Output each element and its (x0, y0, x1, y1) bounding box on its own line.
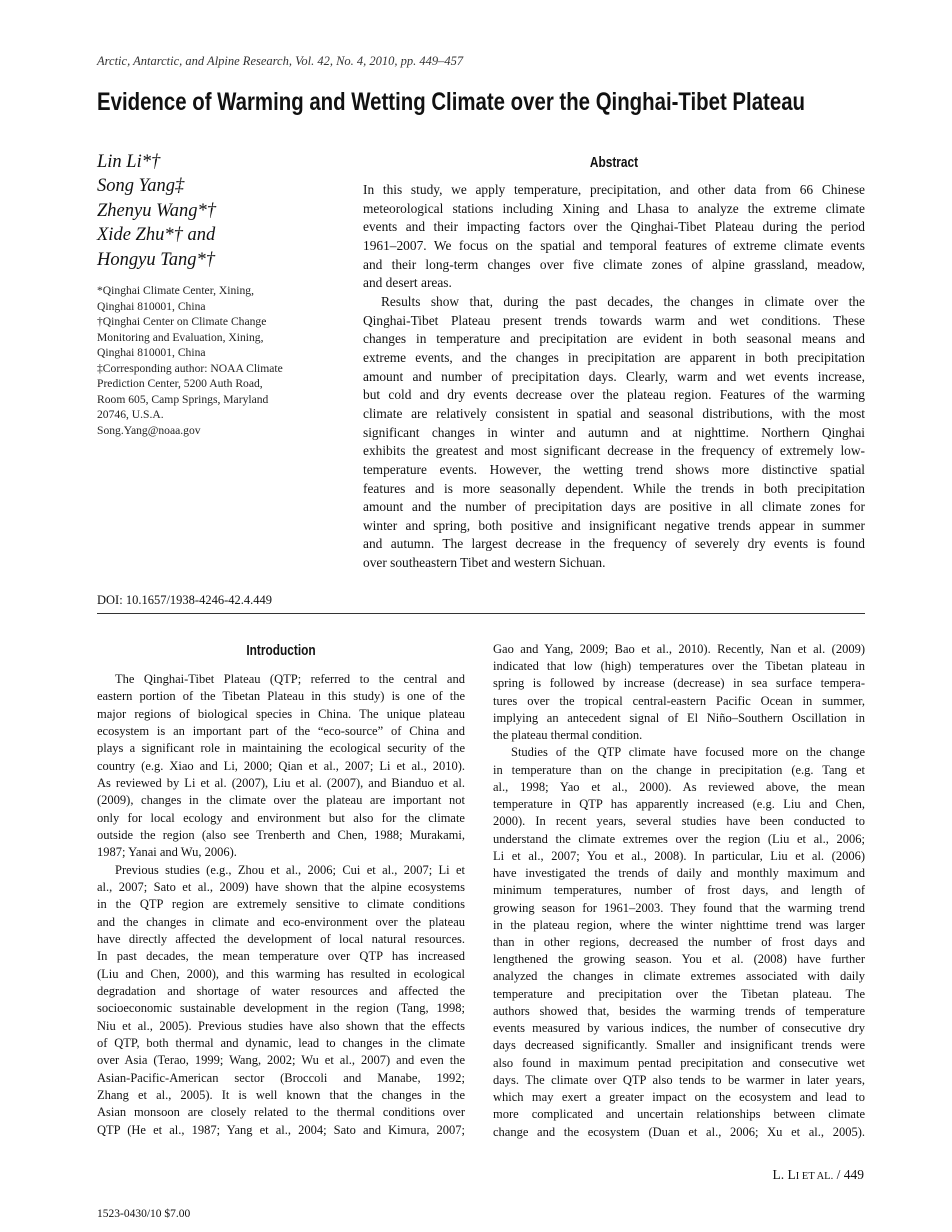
text-line: climate are relatively consistent in spatial and seasonal distributions, with the most (363, 405, 865, 421)
text-line: spring is followed by increase (decrease) in sea surface tempera- (493, 676, 865, 691)
text-line: have investigated the trends of daily and monthly maximum and (493, 866, 865, 881)
text-line: understand the climate extremes over the region (Liu et al., 2006; (493, 831, 865, 846)
text-line: Li et al., 2007; You et al., 2008). In particular, Liu et al. (2006) (493, 848, 865, 863)
right-column-text (493, 641, 865, 1141)
text-line: and the changes in climate and eco-environment over the plateau (97, 914, 465, 929)
text-line: temperature and precipitation over the Tibetan plateau. The (493, 986, 865, 1001)
text-line: features and is more seasonally dependent. While the trends in both precipitation (363, 480, 865, 496)
affiliations (97, 283, 283, 438)
text-line: eastern portion of the Tibetan Plateau in this study) is one of the (97, 689, 465, 704)
abstract-body (363, 181, 865, 573)
text-line: tures over the tropical central-eastern Pacific Ocean in summer, (493, 693, 865, 708)
text-line: implying an antecedent signal of El Niño–Southern Oscillation in (493, 710, 865, 725)
text-line: which may exert a greater impact on the ecosystem and lead to (493, 1090, 865, 1105)
text-line: The Qinghai-Tibet Plateau (QTP; referred to the central and (115, 672, 465, 686)
text-line: al., 2007; Sato et al., 2009) have shown that the alpine ecosystems (97, 879, 465, 894)
text-line: events and their impacting factors over the Qinghai-Tibet Plateau during the period (363, 219, 865, 235)
journal-citation: Arctic, Antarctic, and Alpine Research, Vol. 42, No. 4, 2010, pp. 449–457 (97, 54, 464, 68)
text-line: outside the region (also see Trenberth and Chen, 1988; Murakami, (97, 827, 465, 842)
text-line: Zhang et al., 2005). It is well known that the changes in the (97, 1087, 465, 1102)
text-line: Prediction Center, 5200 Auth Road, (97, 377, 263, 390)
text-line: amount and number of precipitation days. Clearly, warm and wet events increase, (363, 368, 865, 384)
text-line: Studies of the QTP climate have focused more on the change (511, 745, 865, 760)
text-line: QTP (He et al., 1987; Yang et al., 2004; Sato and Kimura, 2007; (97, 1122, 465, 1137)
text-line: Qinghai 810001, China (97, 346, 206, 359)
section-divider (97, 613, 865, 614)
text-line: al., 1998; Yao et al., 2000). As reviewed above, the mean (493, 779, 865, 794)
text-line: analyzed the changes in climate extremes associated with daily (493, 969, 865, 984)
text-line: growing season for 1961–2003. They found that the warming trend (493, 900, 865, 915)
text-line: Qinghai 810001, China (97, 299, 206, 313)
author-name: Zhenyu Wang*† (97, 200, 217, 221)
text-line: extreme events, and the changes in precipitation are apparent in both precipitation (363, 349, 865, 365)
text-line: (2009), changes in the climate over the plateau are important not (97, 793, 465, 808)
text-line: and autumn. The largest decrease in the frequency of severely dry events is found (363, 536, 865, 552)
text-line: Song.Yang@noaa.gov (97, 423, 201, 437)
author-name: Hongyu Tang*† (97, 249, 216, 270)
text-line: in the plateau region, where the winter nighttime trend was larger (493, 917, 865, 932)
text-line: have directly affected the development of local natural resources. (97, 931, 465, 946)
text-line: Qinghai-Tibet Plateau present trends towards warm and wet conditions. These (363, 312, 865, 328)
text-line: days decreased significantly. Smaller and insignificant trends were (493, 1038, 865, 1053)
text-line: *Qinghai Climate Center, Xining, (97, 284, 254, 297)
text-line: Asian monsoon are closely related to the thermal conditions over (97, 1105, 465, 1120)
text-line: Gao and Yang, 2009; Bao et al., 2010). Recently, Nan et al. (2009) (493, 642, 865, 656)
text-line: indicated that low (high) temperatures over the Tibetan plateau in (493, 659, 865, 674)
text-line: and their long-term changes over five climate zones of alpine grassland, meadow, (363, 256, 865, 272)
text-line: (Liu and Chen, 2000), and this warming has resulted in ecological (97, 966, 465, 981)
text-line: Room 605, Camp Springs, Maryland (97, 392, 269, 406)
text-line: of QTP, both thermal and dynamic, lead to changes in the climate (97, 1035, 465, 1050)
author-list (97, 150, 216, 272)
text-line: in temperature than on the change in precipitation (e.g. Tang et (493, 762, 865, 777)
text-line: but cold and dry events decrease over the plateau region. Features of the warming (363, 387, 865, 403)
issn-price: 1523-0430/10 $7.00 (97, 1208, 191, 1220)
text-line: In past decades, the mean temperature over QTP has increased (97, 949, 465, 964)
text-line: over Asia (Terao, 1999; Wang, 2002; Wu et al., 2007) and even the (97, 1053, 465, 1068)
text-line: major regions of biological species in China. The unique plateau (97, 706, 465, 721)
text-line: significant changes in winter and autumn and at nighttime. Northern Qinghai (363, 424, 865, 440)
text-line: country (e.g. Xiao and Li, 2000; Qian et al., 2007; Li et al., 2010). (97, 758, 465, 773)
abstract-heading: Abstract (589, 155, 639, 171)
text-line: winter and spring, both positive and insignificant negative trends appear in summer (363, 517, 865, 533)
text-line: authors showed that, besides the warming trends of temperature (493, 1003, 865, 1018)
text-line: over southeastern Tibet and western Sichuan. (363, 555, 606, 571)
text-line: Monitoring and Evaluation, Xining, (97, 330, 264, 344)
text-line: exhibits the greatest and most significant decrease in the frequency of extremely low- (363, 443, 865, 459)
left-column-text (97, 671, 465, 1139)
author-name: Xide Zhu*† and (97, 225, 216, 246)
text-line: ecosystem is an important part of the “eco-source” of China and (97, 723, 465, 738)
text-line: Results show that, during the past decades, the changes in climate over the (381, 293, 865, 309)
page-number: / 449 (833, 1167, 864, 1182)
text-line: 1987; Yanai and Wu, 2006). (97, 845, 237, 860)
text-line: temperature in QTP has apparently increased (e.g. Liu and Chen, (493, 797, 865, 812)
text-line: Niu et al., 2005). Previous studies have also shown that the effects (97, 1018, 465, 1033)
text-line: 1961–2007. We focus on the spatial and temporal features of extreme climate events (363, 237, 865, 253)
doi[interactable]: DOI: 10.1657/1938-4246-42.4.449 (97, 593, 272, 607)
text-line: minimum temperatures, number of frost days, and length of (493, 883, 865, 898)
running-author-smallcaps: I ET AL. (795, 1171, 834, 1182)
text-line: 20746, U.S.A. (97, 408, 164, 421)
text-line: and desert areas. (363, 275, 452, 291)
text-line: lengthened the growing season. You et al. (2008) have further (493, 952, 865, 967)
text-line: degradation and shortage of water resources and affected the (97, 983, 465, 998)
text-line: Previous studies (e.g., Zhou et al., 2006; Cui et al., 2007; Li et (115, 862, 465, 877)
text-line: more complicated and uncertain relationships between climate (493, 1107, 865, 1122)
text-line: days. The climate over QTP also tends to be warmer in later years, (493, 1072, 865, 1087)
text-line: 2000). In recent years, several studies have been conducted to (493, 814, 865, 829)
text-line: socioeconomic sustainable development in the region (Tang, 1998; (97, 1001, 465, 1016)
text-line: only for local ecology and environment but also for the climate (97, 810, 465, 825)
text-line: ‡Corresponding author: NOAA Climate (97, 361, 283, 375)
author-name: Lin Li*† (97, 152, 161, 172)
text-line: changes in temperature and precipitation are evident in both seasonal means and (363, 331, 865, 347)
text-line: In this study, we apply temperature, precipitation, and other data from 66 Chinese (363, 182, 865, 197)
text-line: events measured by various indices, the number of consecutive dry (493, 1021, 865, 1036)
text-line: †Qinghai Center on Climate Change (97, 315, 267, 328)
text-line: change and the ecosystem (Duan et al., 2006; Xu et al., 2005). (493, 1124, 865, 1139)
introduction-heading: Introduction (246, 643, 316, 659)
text-line: meteorological stations including Xining and Lhasa to analyze the extreme climate (363, 200, 865, 216)
author-name: Song Yang‡ (97, 176, 185, 197)
text-line: As reviewed by Li et al. (2007), Liu et al. (2007), and Bianduo et al. (97, 775, 465, 790)
text-line: Asian-Pacific-American sector (Broccoli and Manabe, 1992; (97, 1070, 465, 1085)
text-line: amount and the number of precipitation days are positive in all climate zones for (363, 499, 865, 515)
text-line: than in other regions, decreased the number of frost days and (493, 934, 865, 949)
text-line: the plateau thermal condition. (493, 728, 643, 743)
text-line: in the QTP region are extremely sensitive to climate conditions (97, 897, 465, 912)
running-footer (773, 1167, 864, 1183)
article-title: Evidence of Warming and Wetting Climate over the Qinghai-Tibet Plateau (97, 88, 805, 116)
text-line: also found in maximum pentad precipitation and consecutive wet (493, 1055, 865, 1070)
text-line: temperature events. However, the wetting trend shows more distinctive spatial (363, 461, 865, 477)
text-line: plays a significant role in maintaining the ecological security of the (97, 741, 465, 756)
running-author: L. L (772, 1167, 796, 1182)
